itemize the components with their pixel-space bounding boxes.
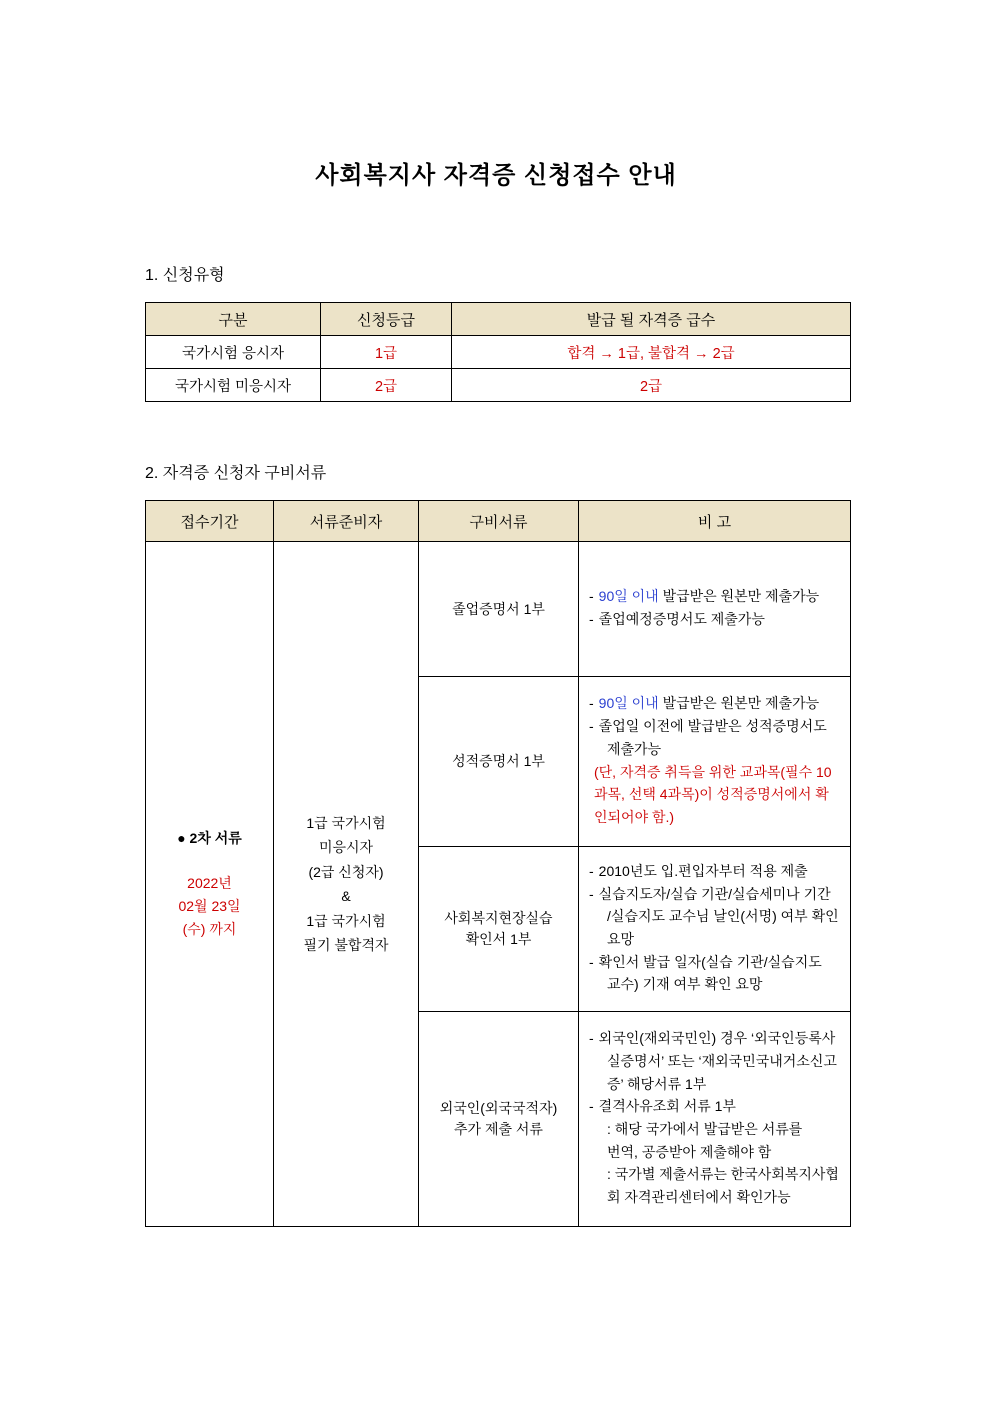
required-document-name <box>419 677 579 847</box>
table-row <box>146 542 851 677</box>
note-text-segment: 실증명서’ 또는 ‘재외국민국내거소신고 <box>607 1052 837 1069</box>
note-bullet: - <box>589 718 594 735</box>
note-text <box>599 1096 842 1118</box>
required-documents-table-wrapper <box>0 483 992 1227</box>
document-preparer-cell <box>274 542 419 1227</box>
note-text <box>599 586 842 608</box>
application-type-table <box>145 302 851 402</box>
reception-period-bullet: ● 2차 서류 <box>177 829 242 846</box>
document-preparer-line: 미응시자 <box>318 839 374 855</box>
note-bullet: - <box>589 588 594 605</box>
note-text-segment: 요망 <box>607 931 635 947</box>
note-text-segment: 결격사유조회 서류 1부 <box>598 1098 736 1115</box>
note-text <box>607 929 842 951</box>
note-bullet: - <box>589 1098 594 1115</box>
section1-heading: 1. 신청유형 <box>145 267 225 284</box>
note-line <box>589 586 842 608</box>
note-text-segment: 졸업예정증명서도 제출가능 <box>598 611 765 627</box>
note-text <box>607 739 842 761</box>
note-text <box>599 952 842 974</box>
required-document-name-line: 외국인(외국국적자) <box>439 1100 558 1116</box>
required-document-name-line: 사회복지현장실습 <box>444 910 553 926</box>
note-text <box>599 609 842 631</box>
table1-header-cell: 구분 <box>146 303 321 336</box>
required-document-name-line: 추가 제출 서류 <box>454 1121 543 1137</box>
note-text-segment: 교수) 기재 여부 확인 요망 <box>607 976 763 993</box>
note-text <box>599 693 842 715</box>
note-line <box>589 1051 842 1073</box>
required-document-notes <box>579 1012 851 1227</box>
note-text-segment: 회 자격관리센터에서 확인가능 <box>607 1189 791 1206</box>
table1-type-cell: 국가시험 미응시자 <box>146 369 321 402</box>
required-document-name-line: 성적증명서 1부 <box>452 753 545 769</box>
table1-result-cell: 합격 → 1급, 불합격 → 2급 <box>452 336 851 369</box>
required-document-name <box>419 1012 579 1227</box>
section2-heading: 2. 자격증 신청자 구비서류 <box>145 465 327 482</box>
note-text <box>607 1164 842 1186</box>
note-line <box>589 739 842 761</box>
table1-header-cell: 발급 될 자격증 급수 <box>452 303 851 336</box>
required-document-notes <box>579 677 851 847</box>
note-bullet: - <box>589 885 594 902</box>
note-line <box>589 1074 842 1096</box>
document-preparer-line: 필기 불합격자 <box>303 937 389 953</box>
note-line <box>589 693 842 715</box>
note-text-segment: 확인서 발급 일자(실습 기관/실습지도 <box>598 953 822 970</box>
note-line <box>589 1164 842 1186</box>
note-text-segment: 90일 이내 <box>598 588 659 605</box>
table-row <box>146 336 851 369</box>
note-text-segment: 발급받은 원본만 제출가능 <box>658 695 820 712</box>
note-text <box>607 1074 842 1096</box>
reception-deadline-line: 02월 23일 <box>178 898 241 914</box>
note-text-segment: /실습지도 교수님 날인(서명) 여부 확인 <box>607 908 839 925</box>
note-text-segment: 외국인(재외국민인) 경우 ‘외국인등록사 <box>598 1030 836 1047</box>
note-text-segment: 90일 이내 <box>598 695 659 712</box>
document-preparer-line: (2급 신청자) <box>308 863 384 880</box>
note-bullet: - <box>589 862 594 879</box>
note-text-segment: 제출가능 <box>607 740 662 757</box>
note-line <box>589 861 842 883</box>
note-line <box>589 884 842 906</box>
table1-type-cell: 국가시험 응시자 <box>146 336 321 369</box>
table1-header-cell: 신청등급 <box>321 303 452 336</box>
table-header-row <box>146 501 851 542</box>
note-text-segment: (단, 자격증 취득을 위한 교과목(필수 10 <box>594 763 832 780</box>
table1-grade-cell: 2급 <box>321 369 452 402</box>
table1-result-cell: 2급 <box>452 369 851 402</box>
document-preparer-line: 1급 국가시험 <box>306 814 386 831</box>
table-header-row <box>146 303 851 336</box>
note-line <box>589 906 842 928</box>
table2-header-cell: 접수기간 <box>146 501 274 542</box>
reception-period-cell <box>146 542 274 1227</box>
note-text <box>607 1142 842 1164</box>
note-line <box>589 762 842 784</box>
note-text <box>599 861 842 883</box>
note-text <box>607 1051 842 1073</box>
note-line <box>589 952 842 974</box>
table-row <box>146 369 851 402</box>
note-line <box>589 1096 842 1118</box>
note-text <box>599 884 842 906</box>
note-text-segment: 2010년도 입.편입자부터 적용 제출 <box>598 862 808 879</box>
note-line <box>589 1119 842 1141</box>
note-text <box>594 807 842 829</box>
document-preparer-line: & <box>341 888 351 904</box>
note-line <box>589 974 842 996</box>
note-text-segment: : 해당 국가에서 발급받은 서류를 <box>607 1121 803 1137</box>
note-text <box>594 784 842 806</box>
note-line <box>589 807 842 829</box>
reception-deadline-line: (수) 까지 <box>182 921 237 938</box>
reception-deadline-line: 2022년 <box>187 874 232 891</box>
table2-header-cell: 비 고 <box>579 501 851 542</box>
note-line <box>589 609 842 631</box>
note-line <box>589 716 842 738</box>
note-text-segment: 졸업일 이전에 발급받은 성적증명서도 <box>598 718 827 735</box>
required-document-name-line: 졸업증명서 1부 <box>452 600 545 617</box>
application-type-table-wrapper <box>0 285 992 402</box>
note-line <box>589 1028 842 1050</box>
document-preparer-line: 1급 국가시험 <box>306 912 386 929</box>
note-text-segment: 과목, 선택 4과목)이 성적증명서에서 확 <box>594 786 829 803</box>
note-bullet: - <box>589 611 594 627</box>
note-text <box>607 974 842 996</box>
required-document-notes <box>579 542 851 677</box>
required-document-name-line: 확인서 1부 <box>465 931 532 947</box>
note-text <box>607 906 842 928</box>
table2-header-cell: 서류준비자 <box>274 501 419 542</box>
table2-header-cell: 구비서류 <box>419 501 579 542</box>
note-text-segment: 실습지도자/실습 기관/실습세미나 기간 <box>598 885 831 902</box>
note-text <box>599 716 842 738</box>
note-text-segment: 번역, 공증받아 제출해야 함 <box>607 1143 772 1160</box>
required-documents-table <box>145 500 851 1227</box>
note-text-segment: 증’ 해당서류 1부 <box>607 1075 707 1092</box>
note-text-segment: 인되어야 함.) <box>594 808 675 825</box>
note-line <box>589 1187 842 1209</box>
required-document-name <box>419 847 579 1012</box>
note-bullet: - <box>589 1030 594 1047</box>
page-title: 사회복지사 자격증 신청접수 안내 <box>315 162 677 189</box>
note-bullet: - <box>589 953 594 970</box>
note-text <box>607 1119 842 1141</box>
required-document-notes <box>579 847 851 1012</box>
note-text <box>594 762 842 784</box>
note-text <box>599 1028 842 1050</box>
note-text <box>607 1187 842 1209</box>
note-line <box>589 784 842 806</box>
note-bullet: - <box>589 695 594 712</box>
note-line <box>589 929 842 951</box>
note-text-segment: : 국가별 제출서류는 한국사회복지사협 <box>607 1166 839 1183</box>
note-line <box>589 1142 842 1164</box>
required-document-name <box>419 542 579 677</box>
table1-grade-cell: 1급 <box>321 336 452 369</box>
note-text-segment: 발급받은 원본만 제출가능 <box>658 588 820 605</box>
